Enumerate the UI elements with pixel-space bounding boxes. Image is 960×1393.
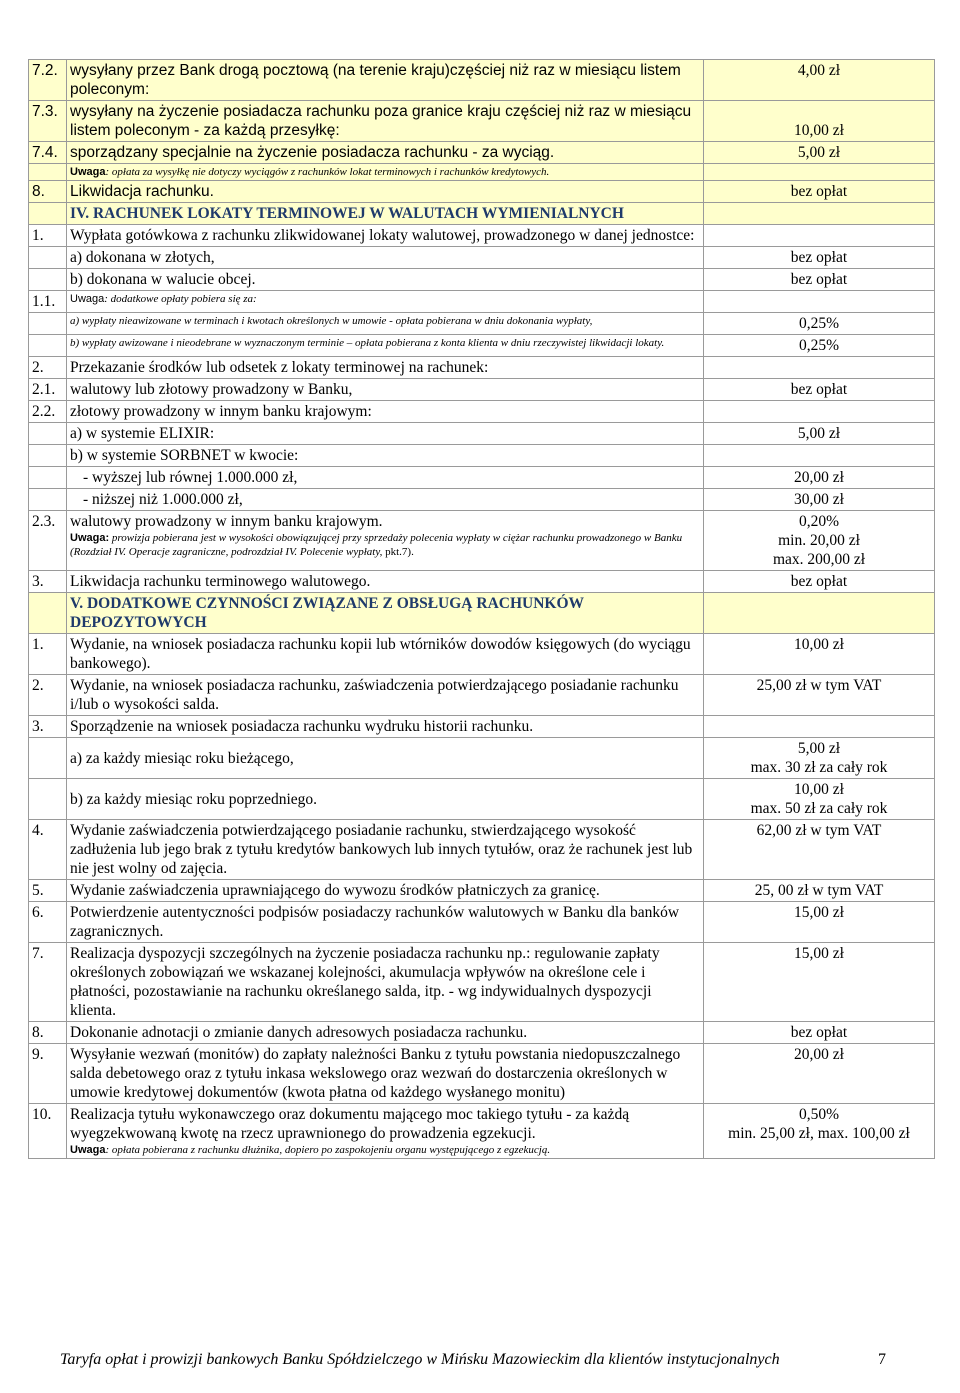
row-fee: 20,00 zł [704,467,935,489]
row-fee: 10,00 zł [704,101,935,142]
table-row [29,445,935,467]
fee-value: 10,00 zł [794,781,844,798]
note-text: : opłata pobierana z rachunku dłużnika, dopiero po zaspokojeniu organu występującego z egzekucją. [105,1144,551,1156]
row-description: - niższej niż 1.000.000 zł, [67,489,704,511]
table-row [29,357,935,379]
row-fee-empty [704,401,935,423]
row-fee-empty [704,716,935,738]
row-number: 4. [29,820,67,880]
row-description: Wypłata gotówkowa z rachunku zlikwidowanej lokaty walutowej, prowadzonego w danej jednostce: [67,225,704,247]
row-number: 1.1. [29,291,67,313]
table-row [29,313,935,335]
row-description: - wyższej lub równej 1.000.000 zł, [67,467,704,489]
row-fee: bez opłat [704,269,935,291]
row-number: 2. [29,357,67,379]
row-fee-empty [704,357,935,379]
row-fee: 25, 00 zł w tym VAT [704,880,935,902]
table-row [29,1044,935,1104]
row-number-empty [29,738,67,779]
note-reference-point: pkt.7). [382,546,414,558]
row-description: b) za każdy miesiąc roku poprzedniego. [67,779,704,820]
row-fee: 15,00 zł [704,902,935,943]
row-description: b) dokonana w walucie obcej. [67,269,704,291]
row-description: wysyłany przez Bank drogą pocztową (na terenie kraju)częściej niż raz w miesiącu listem poleconym: [67,60,704,101]
table-row [29,1022,935,1044]
row-fee: bez opłat [704,571,935,593]
fee-max: max. 200,00 zł [772,551,866,568]
row-number-empty [29,779,67,820]
page-number: 7 [878,1351,886,1368]
row-note-reference [70,545,700,559]
row-description: Wydanie, na wniosek posiadacza rachunku, zaświadczenia potwierdzającego posiadanie rachunku i/lub o wysokości salda. [67,675,704,716]
row-number: 2.3. [29,511,67,571]
fee-percent: 0,50% [798,1106,840,1123]
row-fee: 62,00 zł w tym VAT [704,820,935,880]
row-fee-empty [704,593,935,634]
row-description: wysyłany na życzenie posiadacza rachunku poza granice kraju częściej niż raz w miesiącu listem poleconym - za każdą przesyłkę: [67,101,704,142]
note-label: Uwaga: [70,532,110,544]
table-row [29,269,935,291]
table-row [29,571,935,593]
row-number: 5. [29,880,67,902]
row-number-empty [29,593,67,634]
row-number-empty [29,445,67,467]
row-description: Dokonanie adnotacji o zmianie danych adresowych posiadacza rachunku. [67,1022,704,1044]
row-number: 7. [29,943,67,1022]
fee-range: min. 25,00 zł, max. 100,00 zł [728,1125,910,1142]
row-description: a) dokonana w złotych, [67,247,704,269]
fee-min: min. 20,00 zł [778,532,860,549]
page-footer [60,1351,900,1369]
row-fee: 10,00 zł [704,634,935,675]
table-row [29,880,935,902]
row-number: 3. [29,571,67,593]
row-number: 6. [29,902,67,943]
fee-value: 5,00 zł [797,740,841,757]
note-reference-text: (Rozdział IV. Operacje zagraniczne, podrozdział IV. Polecenie wypłaty, [70,546,383,558]
table-row [29,291,935,313]
fee-cap: max. 30 zł za cały rok [750,759,888,776]
row-description: a) w systemie ELIXIR: [67,423,704,445]
row-number: 7.3. [29,101,67,142]
row-number-empty [29,203,67,225]
row-fee: 15,00 zł [704,943,935,1022]
row-fee: bez opłat [704,247,935,269]
table-row [29,943,935,1022]
row-fee: 30,00 zł [704,489,935,511]
table-row [29,101,935,142]
row-fee: 4,00 zł [704,60,935,101]
row-number: 2.2. [29,401,67,423]
row-fee-empty [704,164,935,181]
row-number: 1. [29,634,67,675]
row-number: 7.2. [29,60,67,101]
row-fee-empty [704,445,935,467]
note-label: Uwaga [70,293,105,305]
fee-percent: 0,20% [798,513,840,530]
row-number-empty [29,335,67,357]
note-text: : opłata za wysyłkę nie dotyczy wyciągów z rachunków lokat terminowych i rachunków kredytowych. [105,166,550,178]
row-description: Przekazanie środków lub odsetek z lokaty terminowej na rachunek: [67,357,704,379]
row-number: 7.4. [29,142,67,164]
row-fee: 5,00 zł [704,423,935,445]
row-description: a) za każdy miesiąc roku bieżącego, [67,738,704,779]
note-text: : dodatkowe opłaty pobiera się za: [104,293,257,305]
row-number-empty [29,269,67,291]
row-fee: 20,00 zł [704,1044,935,1104]
row-description: Wydanie zaświadczenia potwierdzającego posiadanie rachunku, stwierdzającego wysokość zadłużenia lub jego brak z tytułu kredytów bankowych lub innych tytułów, oraz że rachunek jest lub nie jest wolny od zajęcia. [67,820,704,880]
row-description: Wydanie zaświadczenia uprawniającego do wywozu środków płatniczych za granicę. [67,880,704,902]
table-row [29,401,935,423]
row-description: a) wypłaty nieawizowane w terminach i kwotach określonych w umowie - opłata pobierana w dniu dokonania wypłaty, [70,315,593,327]
note-text: prowizja pobierana jest w wysokości obowiązującej przy sprzedaży polecenia wypłaty w ciężar rachunku prowadzonego w Banku [109,532,683,544]
row-description: Likwidacja rachunku. [67,181,704,203]
row-number: 8. [29,181,67,203]
fee-cap: max. 50 zł za cały rok [750,800,888,817]
row-number-empty [29,489,67,511]
row-fee-empty [704,225,935,247]
table-row [29,60,935,101]
row-fee: bez opłat [704,379,935,401]
table-row [29,142,935,164]
section-header-row [29,203,935,225]
row-description: złotowy prowadzony w innym banku krajowym: [67,401,704,423]
table-row [29,675,935,716]
row-number-empty [29,164,67,181]
table-row [29,1104,935,1159]
table-row [29,379,935,401]
section-title: IV. RACHUNEK LOKATY TERMINOWEJ W WALUTACH WYMIENIALNYCH [67,203,704,225]
row-number-empty [29,467,67,489]
row-number-empty [29,313,67,335]
section-header-row [29,593,935,634]
row-description: b) wypłaty awizowane i nieodebrane w wyznaczonym terminie – opłata pobierana z konta klienta w dniu rzeczywistej likwidacji lokaty. [70,337,665,349]
row-number: 3. [29,716,67,738]
table-row [29,467,935,489]
note-label: Uwaga [70,166,106,178]
table-row [29,181,935,203]
row-fee: 0,25% [704,313,935,335]
row-number: 2. [29,675,67,716]
row-number: 2.1. [29,379,67,401]
table-row [29,902,935,943]
row-number: 8. [29,1022,67,1044]
table-row [29,779,935,820]
row-description: Realizacja dyspozycji szczególnych na życzenie posiadacza rachunku np.: regulowanie zapłaty określonych zobowiązań we wskazanej kolejności, akumulacja wpływów na określone cele i płatności, pozostawianie na rachunku określanego salda, itp. - wg indywidualnych dyspozycji klienta. [67,943,704,1022]
row-number: 1. [29,225,67,247]
table-row [29,247,935,269]
table-row [29,489,935,511]
row-description: Potwierdzenie autentyczności podpisów posiadaczy rachunków walutowych w Banku dla banków zagranicznych. [67,902,704,943]
row-fee: 5,00 zł [704,142,935,164]
row-description: walutowy lub złotowy prowadzony w Banku, [67,379,704,401]
row-note [70,165,700,179]
section-title: V. DODATKOWE CZYNNOŚCI ZWIĄZANE Z OBSŁUGĄ RACHUNKÓW DEPOZYTOWYCH [67,593,704,634]
table-row [29,423,935,445]
row-fee: bez opłat [704,181,935,203]
row-description: Likwidacja rachunku terminowego walutowego. [67,571,704,593]
note-label: Uwaga [70,1144,106,1156]
row-description: b) w systemie SORBNET w kwocie: [67,445,704,467]
row-description: Sporządzenie na wniosek posiadacza rachunku wydruku historii rachunku. [67,716,704,738]
row-fee: 0,25% [704,335,935,357]
table-row [29,511,935,571]
row-number: 9. [29,1044,67,1104]
table-row [29,225,935,247]
table-row [29,820,935,880]
row-fee-empty [704,203,935,225]
table-row [29,634,935,675]
row-description: sporządzany specjalnie na życzenie posiadacza rachunku - za wyciąg. [67,142,704,164]
table-row [29,716,935,738]
row-fee-empty [704,291,935,313]
table-row [29,164,935,181]
table-row [29,738,935,779]
row-description: Realizacja tytułu wykonawczego oraz dokumentu mającego moc takiego tytułu - za każdą wyegzekwowaną kwotę na rzecz uprawnionego do prowadzenia egzekucji. [70,1106,630,1142]
row-note [70,1143,700,1157]
row-number-empty [29,423,67,445]
table-row [29,335,935,357]
row-fee: bez opłat [704,1022,935,1044]
row-description: Wydanie, na wniosek posiadacza rachunku kopii lub wtórników dowodów księgowych (do wyciągu bankowego). [67,634,704,675]
row-fee: 25,00 zł w tym VAT [704,675,935,716]
fee-table [28,59,935,1159]
row-note [70,531,700,545]
row-description: Wysyłanie wezwań (monitów) do zapłaty należności Banku z tytułu powstania niedopuszczalnego salda debetowego oraz z tytułu inkasa wekslowego oraz wezwań do dostarczenia określonych w umowie kredytowej dokumentów (kwota płatna od każdego wysłanego monitu) [67,1044,704,1104]
row-description: walutowy prowadzony w innym banku krajowym. [70,513,383,530]
footer-text: Taryfa opłat i prowizji bankowych Banku Spółdzielczego w Mińsku Mazowieckim dla klientów instytucjonalnych [60,1351,780,1368]
row-number-empty [29,247,67,269]
row-number: 10. [29,1104,67,1159]
row-note [70,292,700,306]
